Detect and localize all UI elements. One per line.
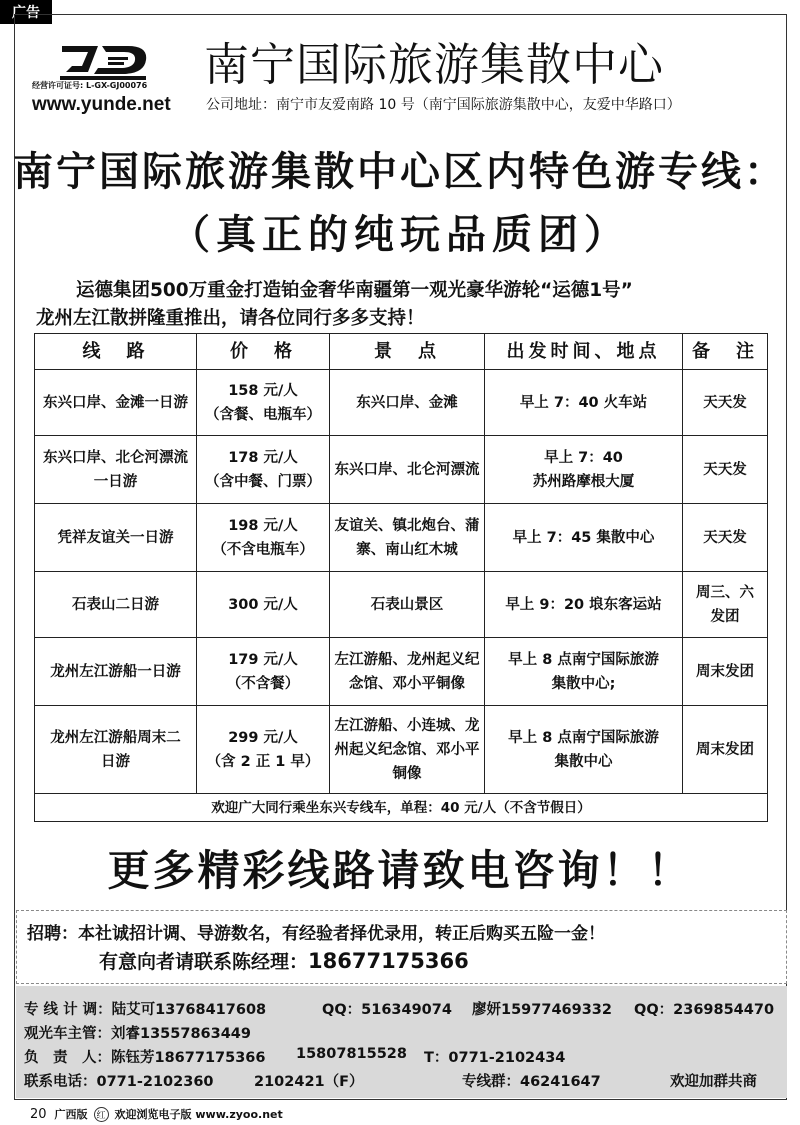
call-to-action: 更多精彩线路请致电咨询！！ (107, 846, 693, 895)
price-cell-line: 179 元/人 (228, 651, 298, 668)
note-cell-line: 周末发团 (696, 741, 754, 758)
price-cell (197, 572, 330, 638)
table-row (35, 572, 768, 638)
subheadline: （真正的纯玩品质团） (170, 212, 630, 258)
sights-cell (330, 370, 485, 436)
departure-cell-line: 早上 8 点南宁国际旅游 (508, 651, 659, 668)
route-cell (35, 436, 197, 504)
note-cell-line: 发团 (710, 608, 740, 625)
second-qq: QQ：2369854470 (634, 1002, 775, 1018)
group-number: 专线群：46241647 (462, 1074, 601, 1090)
table-row (35, 638, 768, 706)
header-note: 备 注 (683, 334, 768, 370)
departure-cell-line: 苏州路摩根大厦 (532, 473, 635, 490)
departure-cell (485, 572, 683, 638)
price-cell (197, 370, 330, 436)
route-cell-line: 石表山二日游 (72, 596, 159, 613)
price-cell-line: （含餐、电瓶车） (205, 406, 321, 423)
price-cell-line: 198 元/人 (228, 517, 298, 534)
dispatch-contact: 专 线 计 调：陆艾可13768417608 (24, 1002, 267, 1018)
route-cell-line: 一日游 (93, 473, 138, 490)
departure-cell-line: 集散中心; (551, 675, 616, 692)
website-link[interactable]: www.yunde.net (32, 94, 171, 115)
departure-cell-line: 早上 9：20 埌东客运站 (505, 596, 662, 613)
route-cell (35, 504, 197, 572)
manager-mobile: 15807815528 (296, 1046, 407, 1062)
recruit-phone[interactable]: 18677175366 (308, 949, 469, 973)
table-row (35, 504, 768, 572)
recruit-contact-label: 有意向者请联系陈经理： (99, 951, 309, 973)
page-number: 20 (30, 1106, 47, 1122)
route-cell-line: 东兴口岸、金滩一日游 (43, 394, 188, 411)
departure-cell (485, 638, 683, 706)
contacts-panel (16, 986, 787, 1098)
route-cell-line: 东兴口岸、北仑河漂流 (43, 449, 188, 466)
contact-row-manager (24, 1046, 784, 1066)
shuttle-note: 欢迎广大同行乘坐东兴专线车，单程：40 元/人（不含节假日） (35, 794, 768, 822)
sights-cell-line: 友谊关、镇北炮台、蒲 (334, 517, 480, 534)
company-name: 南宁国际旅游集散中心 (204, 38, 665, 91)
sights-cell-line: 左江游船、龙州起义纪 (334, 651, 480, 668)
second-contact: 廖妍15977469332 (472, 1002, 612, 1018)
dispatch-qq: QQ：516349074 (322, 1002, 452, 1018)
price-cell (197, 638, 330, 706)
license-number: 经营许可证号: L-GX-GJ00076 (32, 81, 148, 90)
price-cell-line: （含中餐、门票） (205, 473, 321, 490)
note-cell-line: 周三、六 (696, 584, 754, 601)
price-cell-line: 178 元/人 (228, 449, 298, 466)
table-row (35, 370, 768, 436)
table-row (35, 436, 768, 504)
sights-cell (330, 504, 485, 572)
note-cell-line: 周末发团 (696, 663, 754, 680)
price-cell-line: 299 元/人 (228, 729, 298, 746)
route-cell (35, 572, 197, 638)
departure-cell-line: 早上 7：40 (544, 449, 623, 466)
price-cell-line: 158 元/人 (228, 382, 298, 399)
route-cell (35, 706, 197, 794)
sights-cell-line: 东兴口岸、北仑河漂流 (334, 461, 480, 478)
price-cell-line: （含 2 正 1 早） (206, 753, 320, 770)
sights-cell-line: 铜像 (392, 765, 422, 782)
note-cell (683, 504, 768, 572)
headline: 南宁国际旅游集散中心区内特色游专线： (13, 149, 787, 195)
route-cell (35, 370, 197, 436)
note-cell (683, 706, 768, 794)
note-cell (683, 572, 768, 638)
sights-cell-line: 石表山景区 (370, 596, 444, 613)
contact-row-phone (24, 1070, 784, 1090)
note-cell-line: 天天发 (703, 394, 747, 411)
route-cell-line: 凭祥友谊关一日游 (57, 529, 174, 546)
fax-number: 2102421（F） (254, 1074, 364, 1090)
table-row (35, 706, 768, 794)
departure-cell-line: 集散中心 (554, 753, 613, 770)
welcome-text: 欢迎加群共商 (670, 1074, 757, 1090)
header-departure: 出发时间、地点 (485, 334, 683, 370)
price-cell (197, 504, 330, 572)
sights-cell (330, 436, 485, 504)
recruit-line-1: 招聘：本社诚招计调、导游数名，有经验者择优录用，转正后购买五险一金！ (27, 924, 605, 944)
bus-manager: 观光车主管：刘睿13557863449 (24, 1026, 251, 1042)
departure-cell (485, 706, 683, 794)
table-footer-row (35, 794, 768, 822)
header-price: 价 格 (197, 334, 330, 370)
note-cell (683, 370, 768, 436)
sights-cell-line: 东兴口岸、金滩 (356, 394, 458, 411)
header-sights: 景 点 (330, 334, 485, 370)
route-cell-line: 龙州左江游船周末二 (50, 729, 181, 746)
main-phone: 联系电话：0771-2102360 (24, 1074, 214, 1090)
departure-cell-line: 早上 7：45 集散中心 (512, 529, 655, 546)
departure-cell (485, 436, 683, 504)
sights-cell-line: 州起义纪念馆、邓小平 (334, 741, 480, 758)
edition-seal-icon: 红 (94, 1107, 109, 1122)
page-footer (30, 1106, 283, 1122)
price-cell (197, 436, 330, 504)
note-cell-line: 天天发 (703, 529, 747, 546)
price-cell-line: （不含电瓶车） (212, 541, 314, 558)
sights-cell-line: 左江游船、小连城、龙 (334, 717, 480, 734)
departure-cell-line: 早上 7：40 火车站 (519, 394, 648, 411)
departure-cell (485, 370, 683, 436)
header-route: 线 路 (35, 334, 197, 370)
ad-tag: 广告 (0, 0, 52, 24)
yunde-logo-icon (58, 40, 150, 82)
sights-cell (330, 706, 485, 794)
intro-line-1: 运德集团500万重金打造铂金奢华南疆第一观光豪华游轮“运德1号” (76, 280, 633, 301)
sights-cell (330, 638, 485, 706)
table-header-row (35, 334, 768, 370)
price-cell-line: 300 元/人 (228, 596, 298, 613)
departure-cell-line: 早上 8 点南宁国际旅游 (508, 729, 659, 746)
route-cell-line: 龙州左江游船一日游 (50, 663, 181, 680)
sights-cell-line: 念馆、邓小平铜像 (349, 675, 465, 692)
sights-cell (330, 572, 485, 638)
route-cell (35, 638, 197, 706)
sights-cell-line: 寨、南山红木城 (356, 541, 458, 558)
route-cell-line: 日游 (101, 753, 130, 770)
note-cell-line: 天天发 (703, 461, 747, 478)
price-cell (197, 706, 330, 794)
edition-name: 广西版 (54, 1108, 88, 1121)
footer-website[interactable]: 欢迎浏览电子版 www.zyoo.net (114, 1108, 283, 1121)
contact-row-dispatch (24, 998, 784, 1018)
price-cell-line: （不含餐） (226, 675, 300, 692)
manager-contact: 负 责 人：陈钰芳18677175366 (24, 1050, 266, 1066)
intro-line-2: 龙州左江散拼隆重推出，请各位同行多多支持！ (36, 308, 425, 329)
company-address: 公司地址：南宁市友爱南路 10 号（南宁国际旅游集散中心，友爱中华路口） (206, 97, 681, 113)
routes-table (34, 333, 768, 822)
note-cell (683, 638, 768, 706)
contact-row-bus (24, 1022, 784, 1042)
note-cell (683, 436, 768, 504)
manager-tel: T：0771-2102434 (424, 1050, 566, 1066)
departure-cell (485, 504, 683, 572)
recruit-line-2 (99, 947, 469, 974)
recruit-box (16, 910, 787, 984)
